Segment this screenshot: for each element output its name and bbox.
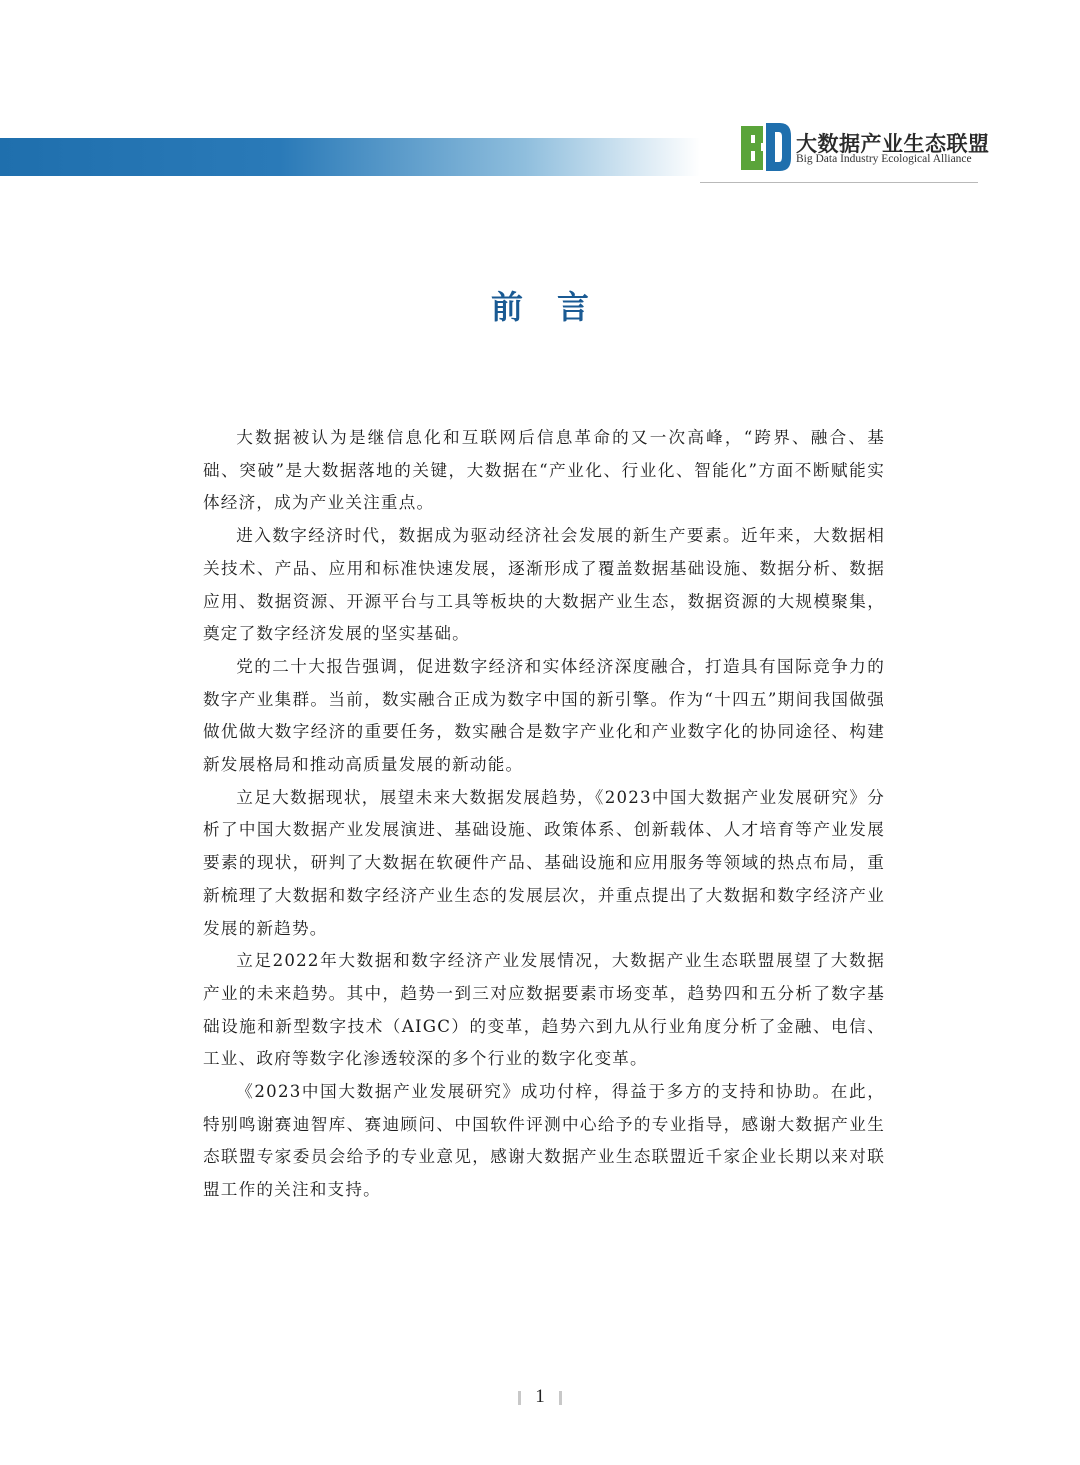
page-number: 1: [535, 1386, 545, 1407]
bd-logo-icon: [740, 122, 792, 172]
page-number-left-mark: [518, 1391, 521, 1405]
logo-chinese-name: 大数据产业生态联盟: [796, 132, 990, 156]
page-number-right-mark: [559, 1391, 562, 1405]
logo-english-name: Big Data Industry Ecological Alliance: [796, 153, 972, 165]
preface-body: [203, 422, 885, 1207]
header-divider: [700, 182, 978, 183]
paragraph-5: 立足2022年大数据和数字经济产业发展情况，大数据产业生态联盟展望了大数据产业的未来趋势。其中，趋势一到三对应数据要素市场变革，趋势四和五分析了数字基础设施和新型数字技术（AIGC）的变革，趋势六到九从行业角度分析了金融、电信、工业、政府等数字化渗透较深的多个行业的数字化变革。: [203, 951, 885, 1069]
page-footer: [0, 1386, 1080, 1408]
header-gradient-bar: [0, 138, 700, 176]
paragraph-2: 进入数字经济时代，数据成为驱动经济社会发展的新生产要素。近年来，大数据相关技术、产品、应用和标准快速发展，逐渐形成了覆盖数据基础设施、数据分析、数据应用、数据资源、开源平台与工具等板块的大数据产业生态，数据资源的大规模聚集，奠定了数字经济发展的坚实基础。: [203, 526, 885, 644]
page-title: 前言: [490, 288, 623, 326]
paragraph-3: 党的二十大报告强调，促进数字经济和实体经济深度融合，打造具有国际竞争力的数字产业集群。当前，数实融合正成为数字中国的新引擎。作为“十四五”期间我国做强做优做大数字经济的重要任务，数实融合是数字产业化和产业数字化的协同途径、构建新发展格局和推动高质量发展的新动能。: [203, 656, 885, 775]
paragraph-1: 大数据被认为是继信息化和互联网后信息革命的又一次高峰，“跨界、融合、基础、突破”是大数据落地的关键，大数据在“产业化、行业化、智能化”方面不断赋能实体经济，成为产业关注重点。: [203, 428, 885, 513]
alliance-logo: [740, 122, 990, 174]
paragraph-4: 立足大数据现状，展望未来大数据发展趋势，《2023中国大数据产业发展研究》分析了中国大数据产业发展演进、基础设施、政策体系、创新载体、人才培育等产业发展要素的现状，研判了大数据在软硬件产品、基础设施和应用服务等领域的热点布局，重新梳理了大数据和数字经济产业生态的发展层次，并重点提出了大数据和数字经济产业发展的新趋势。: [203, 787, 885, 938]
paragraph-6: 《2023中国大数据产业发展研究》成功付梓，得益于多方的支持和协助。在此，特别鸣谢赛迪智库、赛迪顾问、中国软件评测中心给予的专业指导，感谢大数据产业生态联盟专家委员会给予的专业意见，感谢大数据产业生态联盟近千家企业长期以来对联盟工作的关注和支持。: [203, 1082, 885, 1200]
